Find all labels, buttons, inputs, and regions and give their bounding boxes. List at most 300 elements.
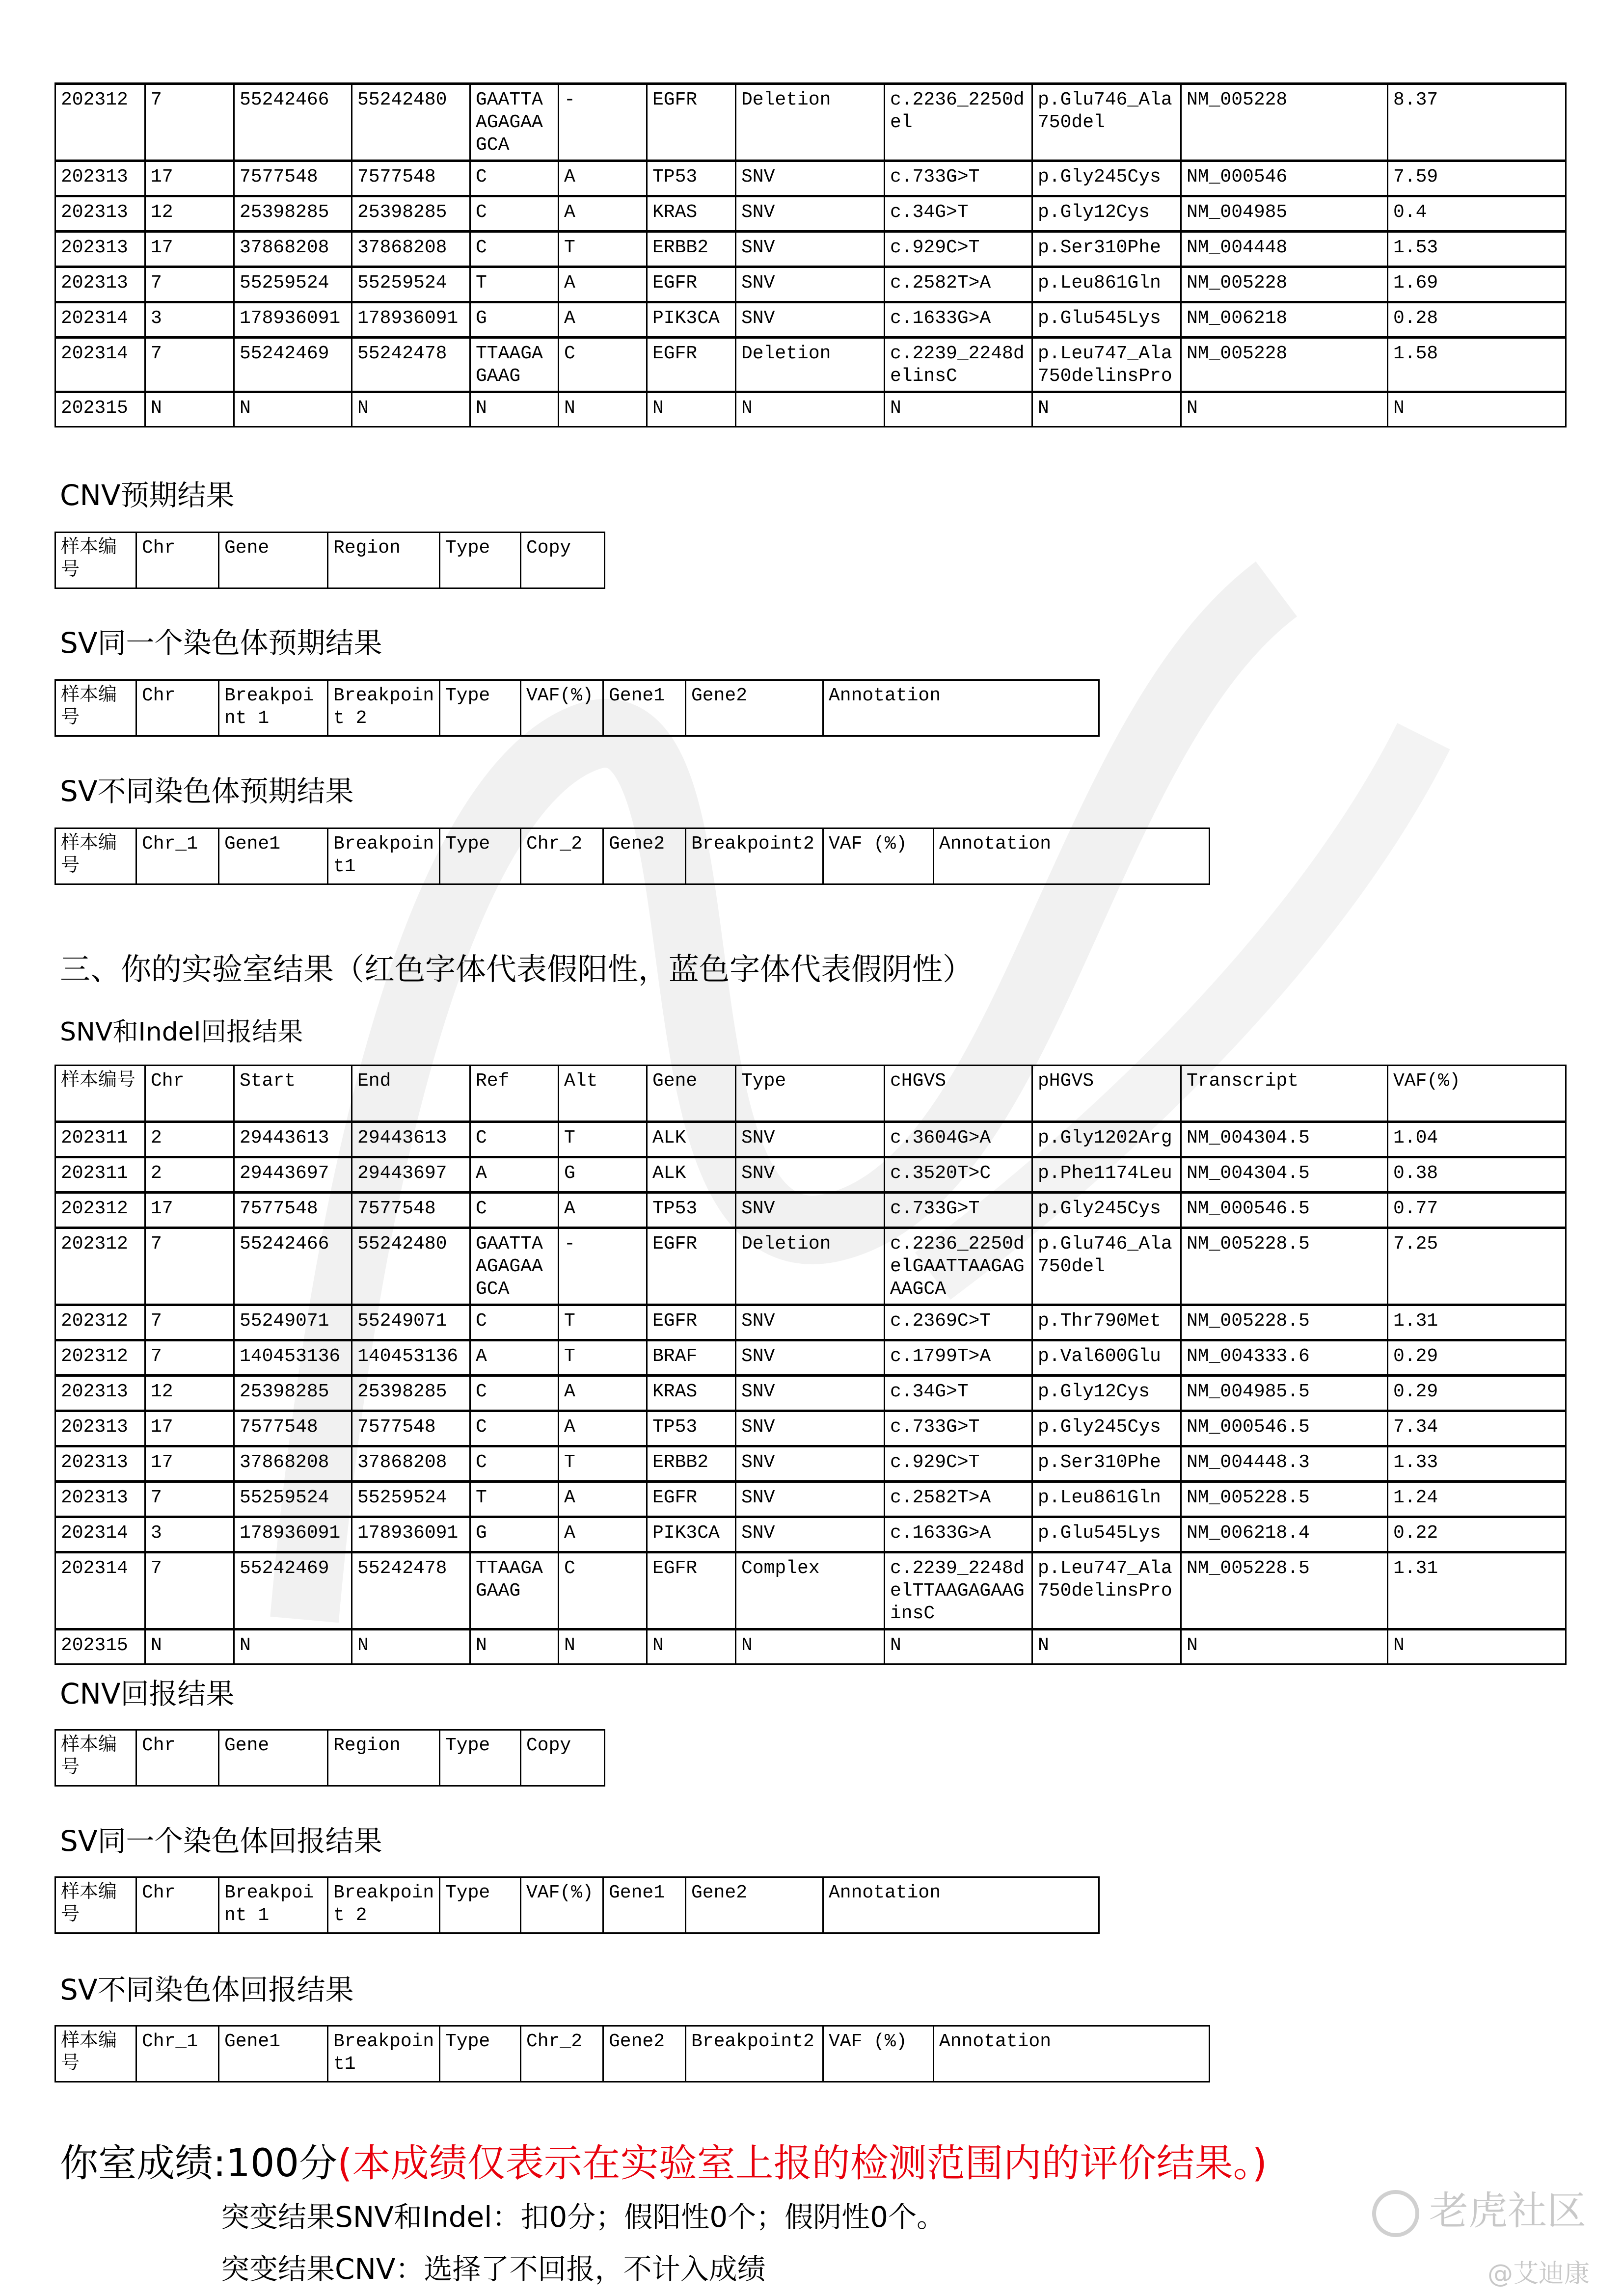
table-row (55, 267, 1566, 302)
table-cell: N (352, 1629, 470, 1664)
table-cell: c.733G>T (885, 1411, 1032, 1446)
table-cell: T (470, 267, 559, 302)
table-cell: 202315 (55, 392, 145, 427)
table-cell: 1.69 (1388, 267, 1566, 302)
column-header: Breakpoint1 (328, 2026, 440, 2082)
table-cell: c.3520T>C (885, 1157, 1032, 1193)
table-cell: N (234, 1629, 352, 1664)
table-cell: p.Gly245Cys (1032, 161, 1181, 196)
table-cell: A (559, 1193, 647, 1228)
table-cell: c.2236_2250del (885, 84, 1032, 161)
table-cell: p.Gly245Cys (1032, 1193, 1181, 1228)
table-cell: 55242478 (352, 1552, 470, 1629)
table-cell: N (145, 1629, 234, 1664)
table-cell: 29443613 (234, 1122, 352, 1157)
table-cell: GAATTAAGAGAAGCA (470, 84, 559, 161)
table-header-row (55, 2026, 1210, 2082)
table-cell: SNV (736, 1446, 885, 1482)
column-header: Chr (145, 1066, 234, 1122)
table-cell: 25398285 (352, 196, 470, 232)
table-cell: A (559, 196, 647, 232)
table-cell: Complex (736, 1552, 885, 1629)
table-cell: ERBB2 (647, 1446, 736, 1482)
table-cell: C (470, 232, 559, 267)
table-cell: 7 (145, 338, 234, 392)
table-cell: 17 (145, 1411, 234, 1446)
author-watermark: @艾迪康 (1488, 2259, 1590, 2289)
table-row (55, 1157, 1566, 1193)
table-cell: - (559, 84, 647, 161)
table-cell: 29443697 (352, 1157, 470, 1193)
table-cell: A (559, 302, 647, 338)
column-header: Gene1 (219, 2026, 328, 2082)
table-cell: 202313 (55, 1482, 145, 1517)
table-row (55, 1482, 1566, 1517)
column-header: VAF (%) (823, 2026, 934, 2082)
table-cell: N (559, 392, 647, 427)
table-cell: 0.77 (1388, 1193, 1566, 1228)
table-cell: 3 (145, 1517, 234, 1552)
table-cell: p.Gly245Cys (1032, 1411, 1181, 1446)
table-cell: 55259524 (352, 267, 470, 302)
table-cell: 7 (145, 267, 234, 302)
table-row (55, 196, 1566, 232)
column-header: Gene (219, 533, 328, 588)
column-header: Type (440, 828, 521, 884)
table-cell: p.Phe1174Leu (1032, 1157, 1181, 1193)
table-cell: Deletion (736, 84, 885, 161)
table-cell: SNV (736, 1157, 885, 1193)
table-cell: NM_006218 (1181, 302, 1388, 338)
column-header: Type (736, 1066, 885, 1122)
table-cell: T (470, 1482, 559, 1517)
table-row (55, 1411, 1566, 1446)
table-cell: N (234, 392, 352, 427)
table-cell: 3 (145, 302, 234, 338)
column-header: Breakpoint 2 (328, 1877, 440, 1933)
table-cell: PIK3CA (647, 1517, 736, 1552)
table-cell: 202313 (55, 232, 145, 267)
column-header: Copy (521, 1730, 605, 1786)
table-cell: 7577548 (234, 1411, 352, 1446)
table-cell: - (559, 1228, 647, 1305)
expected-cnv-table (54, 532, 605, 589)
lab-sv-diff-title: SV不同染色体回报结果 (60, 1973, 354, 2006)
column-header: Annotation (823, 1877, 1099, 1933)
table-cell: SNV (736, 1122, 885, 1157)
table-cell: 202313 (55, 1446, 145, 1482)
table-cell: NM_005228.5 (1181, 1228, 1388, 1305)
table-cell: 37868208 (352, 1446, 470, 1482)
table-cell: GAATTAAGAGAAGCA (470, 1228, 559, 1305)
table-cell: KRAS (647, 196, 736, 232)
table-cell: A (559, 1376, 647, 1411)
column-header: Breakpoint2 (686, 2026, 823, 2082)
column-header: End (352, 1066, 470, 1122)
table-cell: p.Gly1202Arg (1032, 1122, 1181, 1157)
table-cell: 1.04 (1388, 1122, 1566, 1157)
table-cell: c.2236_2250delGAATTAAGAGAAGCA (885, 1228, 1032, 1305)
table-cell: 17 (145, 232, 234, 267)
column-header: 样本编号 (55, 1730, 136, 1786)
table-cell: 178936091 (352, 302, 470, 338)
table-cell: 7 (145, 84, 234, 161)
table-cell: p.Ser310Phe (1032, 1446, 1181, 1482)
table-cell: 55242466 (234, 1228, 352, 1305)
table-cell: C (470, 1376, 559, 1411)
table-cell: NM_005228 (1181, 84, 1388, 161)
column-header: Chr_1 (136, 2026, 219, 2082)
table-cell: 7577548 (352, 161, 470, 196)
tiger-logo-icon (1372, 2190, 1419, 2237)
table-cell: 202314 (55, 338, 145, 392)
table-cell: G (470, 1517, 559, 1552)
table-cell: EGFR (647, 267, 736, 302)
table-row (55, 1376, 1566, 1411)
table-cell: 37868208 (234, 1446, 352, 1482)
column-header: VAF (%) (823, 828, 934, 884)
table-cell: EGFR (647, 1482, 736, 1517)
table-cell: N (736, 392, 885, 427)
table-cell: 7 (145, 1552, 234, 1629)
table-cell: 25398285 (234, 196, 352, 232)
table-cell: p.Leu861Gln (1032, 267, 1181, 302)
column-header: Region (328, 1730, 440, 1786)
table-cell: 202312 (55, 1228, 145, 1305)
table-cell: p.Val600Glu (1032, 1340, 1181, 1376)
table-cell: N (885, 392, 1032, 427)
table-cell: T (559, 1340, 647, 1376)
table-cell: 55259524 (352, 1482, 470, 1517)
table-cell: c.1799T>A (885, 1340, 1032, 1376)
table-cell: SNV (736, 1376, 885, 1411)
column-header: Gene (219, 1730, 328, 1786)
table-cell: p.Thr790Met (1032, 1305, 1181, 1340)
column-header: Type (440, 680, 521, 736)
table-cell: A (559, 161, 647, 196)
table-cell: 202311 (55, 1122, 145, 1157)
table-row (55, 232, 1566, 267)
table-cell: 55242478 (352, 338, 470, 392)
table-cell: 202312 (55, 1193, 145, 1228)
table-header-row (55, 680, 1099, 736)
table-row (55, 161, 1566, 196)
table-cell: 0.29 (1388, 1340, 1566, 1376)
score-detail-snv: 突变结果SNV和Indel：扣0分；假阳性0个；假阴性0个。 (221, 2200, 946, 2234)
expected-snv-table-block (54, 82, 1567, 427)
table-cell: c.2582T>A (885, 267, 1032, 302)
table-cell: c.2582T>A (885, 1482, 1032, 1517)
table-cell: c.2239_2248delTTAAGAGAAGinsC (885, 1552, 1032, 1629)
table-header-row (55, 828, 1210, 884)
table-header-row (55, 533, 605, 588)
table-row (55, 1629, 1566, 1664)
table-cell: N (1181, 1629, 1388, 1664)
table-cell: BRAF (647, 1340, 736, 1376)
table-cell: 1.33 (1388, 1446, 1566, 1482)
expected-cnv-title: CNV预期结果 (60, 479, 235, 512)
table-cell: p.Gly12Cys (1032, 196, 1181, 232)
table-cell: 0.28 (1388, 302, 1566, 338)
table-cell: N (1388, 1629, 1566, 1664)
table-cell: 202312 (55, 1340, 145, 1376)
table-cell: 1.31 (1388, 1552, 1566, 1629)
table-cell: 7577548 (352, 1193, 470, 1228)
column-header: Annotation (934, 828, 1210, 884)
table-cell: 202314 (55, 1552, 145, 1629)
table-cell: Deletion (736, 338, 885, 392)
table-cell: NM_004333.6 (1181, 1340, 1388, 1376)
column-header: cHGVS (885, 1066, 1032, 1122)
table-cell: EGFR (647, 1552, 736, 1629)
table-cell: 202312 (55, 1305, 145, 1340)
table-cell: SNV (736, 267, 885, 302)
table-cell: 202313 (55, 1411, 145, 1446)
column-header: Gene2 (686, 680, 823, 736)
table-row (55, 1340, 1566, 1376)
table-row (55, 1122, 1566, 1157)
table-cell: C (559, 338, 647, 392)
table-cell: 202312 (55, 84, 145, 161)
table-cell: 29443697 (234, 1157, 352, 1193)
table-cell: NM_004304.5 (1181, 1122, 1388, 1157)
table-cell: c.929C>T (885, 1446, 1032, 1482)
table-cell: KRAS (647, 1376, 736, 1411)
table-cell: A (470, 1157, 559, 1193)
table-cell: TTAAGAGAAG (470, 1552, 559, 1629)
table-cell: 25398285 (352, 1376, 470, 1411)
column-header: VAF(%) (521, 680, 603, 736)
table-cell: 202315 (55, 1629, 145, 1664)
table-cell: SNV (736, 1305, 885, 1340)
table-cell: NM_000546 (1181, 161, 1388, 196)
table-cell: T (559, 1446, 647, 1482)
table-cell: 55242469 (234, 1552, 352, 1629)
table-cell: TP53 (647, 161, 736, 196)
table-cell: SNV (736, 1411, 885, 1446)
table-cell: N (885, 1629, 1032, 1664)
column-header: Chr (136, 533, 219, 588)
table-cell: 25398285 (234, 1376, 352, 1411)
table-row (55, 1193, 1566, 1228)
table-cell: 7 (145, 1228, 234, 1305)
table-cell: 55259524 (234, 1482, 352, 1517)
table-cell: A (470, 1340, 559, 1376)
column-header: Gene1 (219, 828, 328, 884)
table-cell: 17 (145, 161, 234, 196)
table-cell: 12 (145, 1376, 234, 1411)
table-cell: 55249071 (352, 1305, 470, 1340)
table-row (55, 338, 1566, 392)
table-cell: T (559, 1305, 647, 1340)
lab-sv-diff-table (54, 2025, 1210, 2082)
table-row (55, 1305, 1566, 1340)
table-cell: T (559, 1122, 647, 1157)
column-header: Chr_1 (136, 828, 219, 884)
table-cell: NM_004985.5 (1181, 1376, 1388, 1411)
table-header-row (55, 1066, 1566, 1122)
column-header: Chr_2 (521, 2026, 603, 2082)
table-cell: TTAAGAGAAG (470, 338, 559, 392)
table-cell: EGFR (647, 1305, 736, 1340)
column-header: Chr (136, 1730, 219, 1786)
column-header: VAF(%) (1388, 1066, 1566, 1122)
table-cell: SNV (736, 1517, 885, 1552)
table-cell: NM_004985 (1181, 196, 1388, 232)
table-cell: 202314 (55, 302, 145, 338)
table-cell: A (559, 1482, 647, 1517)
column-header: Annotation (823, 680, 1099, 736)
table-cell: NM_004448 (1181, 232, 1388, 267)
lab-cnv-title: CNV回报结果 (60, 1677, 235, 1710)
table-cell: Deletion (736, 1228, 885, 1305)
column-header: Ref (470, 1066, 559, 1122)
column-header: Region (328, 533, 440, 588)
table-cell: 7.25 (1388, 1228, 1566, 1305)
lab-snv-table (54, 1065, 1567, 1665)
table-cell: 12 (145, 196, 234, 232)
table-row (55, 302, 1566, 338)
table-cell: c.2239_2248delinsC (885, 338, 1032, 392)
table-cell: 7577548 (352, 1411, 470, 1446)
column-header: Type (440, 1730, 521, 1786)
table-cell: p.Glu545Lys (1032, 1517, 1181, 1552)
table-cell: SNV (736, 196, 885, 232)
table-cell: TP53 (647, 1193, 736, 1228)
expected-sv-diff-table (54, 828, 1210, 885)
column-header: Gene2 (603, 828, 686, 884)
table-cell: C (470, 1193, 559, 1228)
table-cell: C (470, 1446, 559, 1482)
table-cell: p.Gly12Cys (1032, 1376, 1181, 1411)
column-header: Gene1 (603, 1877, 686, 1933)
table-cell: 202313 (55, 267, 145, 302)
column-header: Alt (559, 1066, 647, 1122)
table-cell: c.733G>T (885, 1193, 1032, 1228)
column-header: Annotation (934, 2026, 1210, 2082)
table-cell: p.Glu746_Ala750del (1032, 84, 1181, 161)
table-cell: NM_006218.4 (1181, 1517, 1388, 1552)
table-cell: 55242480 (352, 1228, 470, 1305)
column-header: Breakpoint 2 (328, 680, 440, 736)
table-cell: G (559, 1157, 647, 1193)
table-cell: N (736, 1629, 885, 1664)
table-cell: TP53 (647, 1411, 736, 1446)
table-cell: 7577548 (234, 1193, 352, 1228)
score-detail-cnv: 突变结果CNV：选择了不回报，不计入成绩 (221, 2252, 766, 2286)
table-cell: 8.37 (1388, 84, 1566, 161)
table-header-row (55, 1730, 605, 1786)
table-cell: ERBB2 (647, 232, 736, 267)
table-cell: C (470, 1411, 559, 1446)
table-cell: 178936091 (234, 1517, 352, 1552)
table-cell: 140453136 (234, 1340, 352, 1376)
table-cell: 1.58 (1388, 338, 1566, 392)
table-cell: EGFR (647, 338, 736, 392)
table-header-row (55, 1877, 1099, 1933)
table-cell: NM_005228.5 (1181, 1482, 1388, 1517)
table-cell: 202313 (55, 196, 145, 232)
table-cell: 202311 (55, 1157, 145, 1193)
table-cell: 55259524 (234, 267, 352, 302)
column-header: Gene2 (603, 2026, 686, 2082)
table-cell: SNV (736, 161, 885, 196)
column-header: 样本编号 (55, 2026, 136, 2082)
table-cell: N (559, 1629, 647, 1664)
table-cell: N (352, 392, 470, 427)
column-header: 样本编号 (55, 1066, 145, 1122)
table-cell: 1.53 (1388, 232, 1566, 267)
lab-cnv-table (54, 1729, 605, 1787)
table-row (55, 1517, 1566, 1552)
table-cell: C (559, 1552, 647, 1629)
score-line (60, 2133, 1267, 2188)
table-cell: 55249071 (234, 1305, 352, 1340)
table-cell: C (470, 161, 559, 196)
table-cell: EGFR (647, 1228, 736, 1305)
table-cell: N (1032, 392, 1181, 427)
lab-snv-title: SNV和Indel回报结果 (60, 1017, 303, 1047)
table-cell: c.34G>T (885, 1376, 1032, 1411)
table-cell: C (470, 1305, 559, 1340)
table-row (55, 1446, 1566, 1482)
table-cell: ALK (647, 1157, 736, 1193)
column-header: Start (234, 1066, 352, 1122)
table-cell: 0.22 (1388, 1517, 1566, 1552)
expected-snv-table (54, 82, 1567, 427)
column-header: Breakpoint 1 (219, 1877, 328, 1933)
table-cell: ALK (647, 1122, 736, 1157)
table-cell: NM_005228.5 (1181, 1305, 1388, 1340)
column-header: Breakpoint1 (328, 828, 440, 884)
table-cell: 37868208 (234, 232, 352, 267)
table-cell: 140453136 (352, 1340, 470, 1376)
table-cell: 17 (145, 1446, 234, 1482)
column-header: 样本编号 (55, 680, 136, 736)
table-cell: SNV (736, 232, 885, 267)
table-cell: 55242466 (234, 84, 352, 161)
table-row (55, 392, 1566, 427)
score-label: 你室成绩:100分 (60, 2141, 338, 2186)
table-cell: NM_005228 (1181, 267, 1388, 302)
table-cell: G (470, 302, 559, 338)
table-cell: 1.31 (1388, 1305, 1566, 1340)
table-cell: 2 (145, 1157, 234, 1193)
table-cell: c.929C>T (885, 232, 1032, 267)
table-cell: NM_005228 (1181, 338, 1388, 392)
table-cell: N (1181, 392, 1388, 427)
table-cell: SNV (736, 1482, 885, 1517)
table-cell: c.2369C>T (885, 1305, 1032, 1340)
table-cell: 7.34 (1388, 1411, 1566, 1446)
table-cell: A (559, 1517, 647, 1552)
table-cell: SNV (736, 1193, 885, 1228)
expected-sv-same-title: SV同一个染色体预期结果 (60, 626, 382, 660)
table-cell: SNV (736, 302, 885, 338)
lab-sv-same-title: SV同一个染色体回报结果 (60, 1824, 382, 1858)
column-header: 样本编号 (55, 828, 136, 884)
table-cell: c.1633G>A (885, 1517, 1032, 1552)
table-cell: 37868208 (352, 232, 470, 267)
table-cell: N (647, 1629, 736, 1664)
column-header: VAF(%) (521, 1877, 603, 1933)
table-cell: 7.59 (1388, 161, 1566, 196)
column-header: Type (440, 1877, 521, 1933)
table-row (55, 84, 1566, 161)
table-cell: 2 (145, 1122, 234, 1157)
table-cell: N (647, 392, 736, 427)
table-cell: C (470, 1122, 559, 1157)
